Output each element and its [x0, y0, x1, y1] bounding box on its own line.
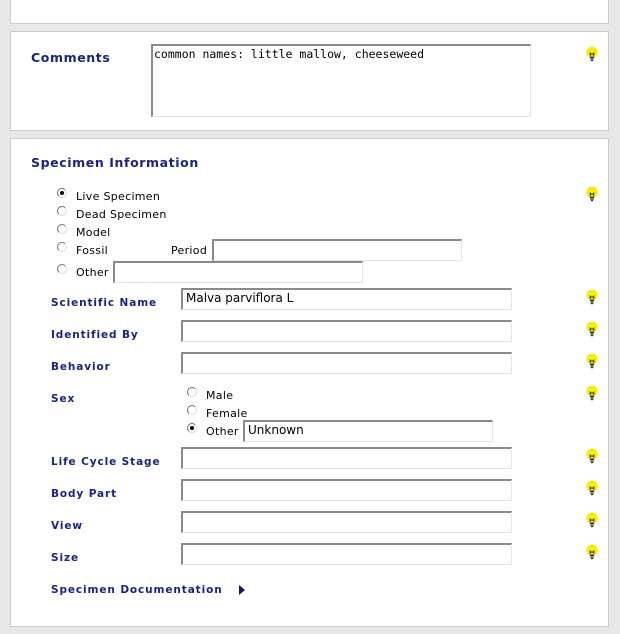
view-label: View	[51, 520, 83, 532]
lightbulb-icon[interactable]	[585, 289, 599, 305]
dead-specimen-label: Dead Specimen	[76, 208, 167, 221]
identified-by-label: Identified By	[51, 329, 139, 341]
lightbulb-icon[interactable]	[585, 480, 599, 496]
lightbulb-icon[interactable]	[585, 385, 599, 401]
previous-section-panel	[10, 0, 609, 24]
fossil-radio[interactable]	[57, 242, 67, 252]
lightbulb-icon[interactable]	[585, 46, 599, 62]
identified-by-input[interactable]	[181, 320, 512, 342]
live-specimen-label: Live Specimen	[76, 190, 161, 203]
other-type-radio[interactable]	[57, 264, 67, 274]
size-label: Size	[51, 552, 79, 564]
lightbulb-icon[interactable]	[585, 353, 599, 369]
sex-other-radio[interactable]	[187, 423, 197, 433]
fossil-label: Fossil	[76, 244, 109, 257]
other-type-label: Other	[76, 266, 109, 279]
dead-specimen-radio[interactable]	[57, 206, 67, 216]
lightbulb-icon[interactable]	[585, 544, 599, 560]
scientific-name-label: Scientific Name	[51, 297, 158, 309]
sex-female-radio[interactable]	[187, 405, 197, 415]
specimen-information-panel	[10, 138, 609, 627]
behavior-label: Behavior	[51, 361, 111, 373]
live-specimen-radio[interactable]	[57, 188, 67, 198]
model-radio[interactable]	[57, 224, 67, 234]
lightbulb-icon[interactable]	[585, 186, 599, 202]
body-part-label: Body Part	[51, 488, 118, 500]
sex-male-radio[interactable]	[187, 387, 197, 397]
specimen-information-title: Specimen Information	[31, 155, 199, 170]
view-input[interactable]	[181, 511, 512, 533]
size-input[interactable]	[181, 543, 512, 565]
behavior-input[interactable]	[181, 352, 512, 374]
sex-male-label: Male	[206, 389, 234, 402]
sex-label: Sex	[51, 393, 76, 405]
comments-title: Comments	[31, 50, 111, 65]
other-type-input[interactable]	[113, 261, 363, 283]
sex-female-label: Female	[206, 407, 248, 420]
period-label: Period	[171, 244, 208, 257]
specimen-documentation-label[interactable]: Specimen Documentation	[51, 584, 223, 596]
triangle-right-icon[interactable]	[239, 585, 245, 595]
sex-other-input[interactable]: Unknown	[243, 420, 493, 442]
lightbulb-icon[interactable]	[585, 321, 599, 337]
comments-panel	[10, 31, 609, 131]
model-label: Model	[76, 226, 111, 239]
lightbulb-icon[interactable]	[585, 448, 599, 464]
period-input[interactable]	[212, 239, 462, 261]
lightbulb-icon[interactable]	[585, 512, 599, 528]
sex-other-label: Other	[206, 425, 239, 438]
life-cycle-stage-input[interactable]	[181, 447, 512, 469]
scientific-name-input[interactable]: Malva parviflora L	[181, 288, 512, 310]
comments-textarea[interactable]: common names: little mallow, cheeseweed	[151, 44, 531, 117]
body-part-input[interactable]	[181, 479, 512, 501]
life-cycle-stage-label: Life Cycle Stage	[51, 456, 161, 468]
